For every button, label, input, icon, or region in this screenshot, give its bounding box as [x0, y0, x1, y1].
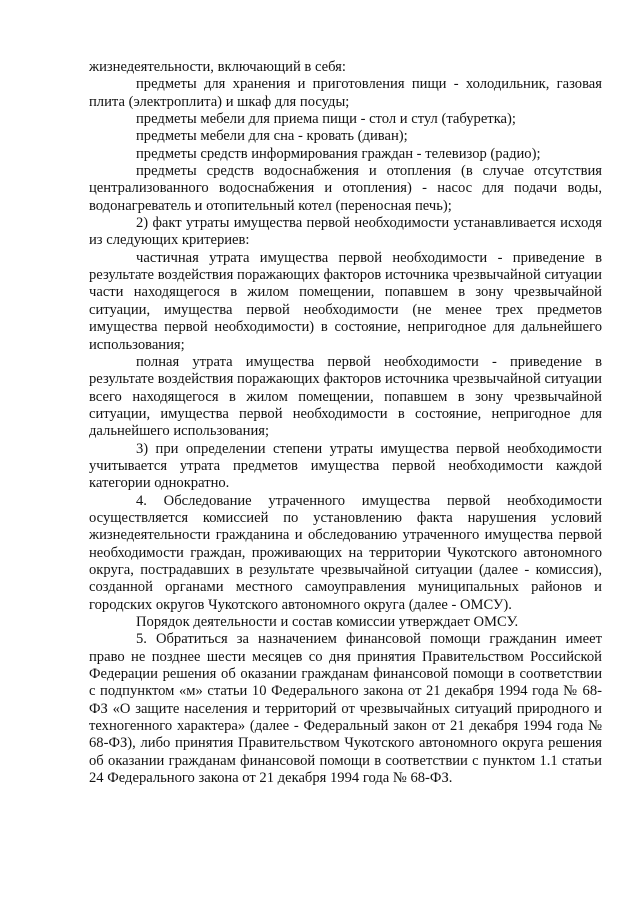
document-page — [89, 59, 602, 787]
paragraph-item-2-loss-criteria: 2) факт утраты имущества первой необходимости устанавливается исходя из следующих критериев: — [89, 215, 602, 249]
paragraph-item-3-loss-degree: 3) при определении степени утраты имущества первой необходимости учитывается утрата предметов имущества первой необходимости каждой категории однократно. — [89, 440, 602, 492]
paragraph-section-4-inspection: 4. Обследование утраченного имущества первой необходимости осуществляется комиссией по установлению факта нарушения условий жизнедеятельности гражданина и обследованию утраченного имущества первой необходимости граждан, проживающих на территории Чукотского автономного округа, пострадавших в результате чрезвычайной ситуации (далее - комиссия), созданной органами местного самоуправления муниципальных районов и городских округов Чукотского автономного округа (далее - ОМСУ). — [89, 492, 602, 613]
paragraph-sleeping-furniture: предметы мебели для сна - кровать (диван); — [136, 128, 408, 145]
paragraph-information-devices: предметы средств информирования граждан - телевизор (радио); — [136, 145, 541, 162]
paragraph-partial-loss: частичная утрата имущества первой необходимости - приведение в результате воздействия поражающих факторов источника чрезвычайной ситуации части находящегося в жилом помещении, попавшем в зону чрезвычайной ситуации, имущества первой необходимости (не менее трех предметов имущества первой необходимости) в состояние, непригодное для дальнейшего использования; — [89, 249, 602, 353]
paragraph-continuation: жизнедеятельности, включающий в себя: — [89, 59, 346, 75]
paragraph-dining-furniture: предметы мебели для приема пищи - стол и стул (табуретка); — [136, 111, 516, 128]
paragraph-section-5-application: 5. Обратиться за назначением финансовой помощи гражданин имеет право не позднее шести месяцев со дня принятия Правительством Российской Федерации решения об оказании гражданам финансовой помощи в соответствии с подпунктом «м» статьи 10 Федерального закона от 21 декабря 1994 года № 68-ФЗ «О защите населения и территорий от чрезвычайных ситуаций природного и техногенного характера» (далее - Федеральный закон от 21 декабря 1994 года № 68-ФЗ), либо принятия Правительством Чукотского автономного округа решения об оказании гражданам финансовой помощи в соответствии с пунктом 1.1 статьи 24 Федерального закона от 21 декабря 1994 года № 68-ФЗ. — [89, 631, 602, 787]
paragraph-full-loss: полная утрата имущества первой необходимости - приведение в результате воздействия поражающих факторов источника чрезвычайной ситуации всего находящегося в жилом помещении, попавшем в зону чрезвычайной ситуации, имущества первой необходимости в состояние, непригодное для дальнейшего использования; — [89, 353, 602, 440]
paragraph-commission-procedure: Порядок деятельности и состав комиссии утверждает ОМСУ. — [136, 614, 519, 630]
paragraph-water-heating-items: предметы средств водоснабжения и отопления (в случае отсутствия централизованного водоснабжения и отопления) - насос для подачи воды, водонагреватель и отопительный котел (переносная печь); — [89, 163, 602, 214]
paragraph-food-storage-items: предметы для хранения и приготовления пищи - холодильник, газовая плита (электроплита) и шкаф для посуды; — [89, 76, 602, 110]
